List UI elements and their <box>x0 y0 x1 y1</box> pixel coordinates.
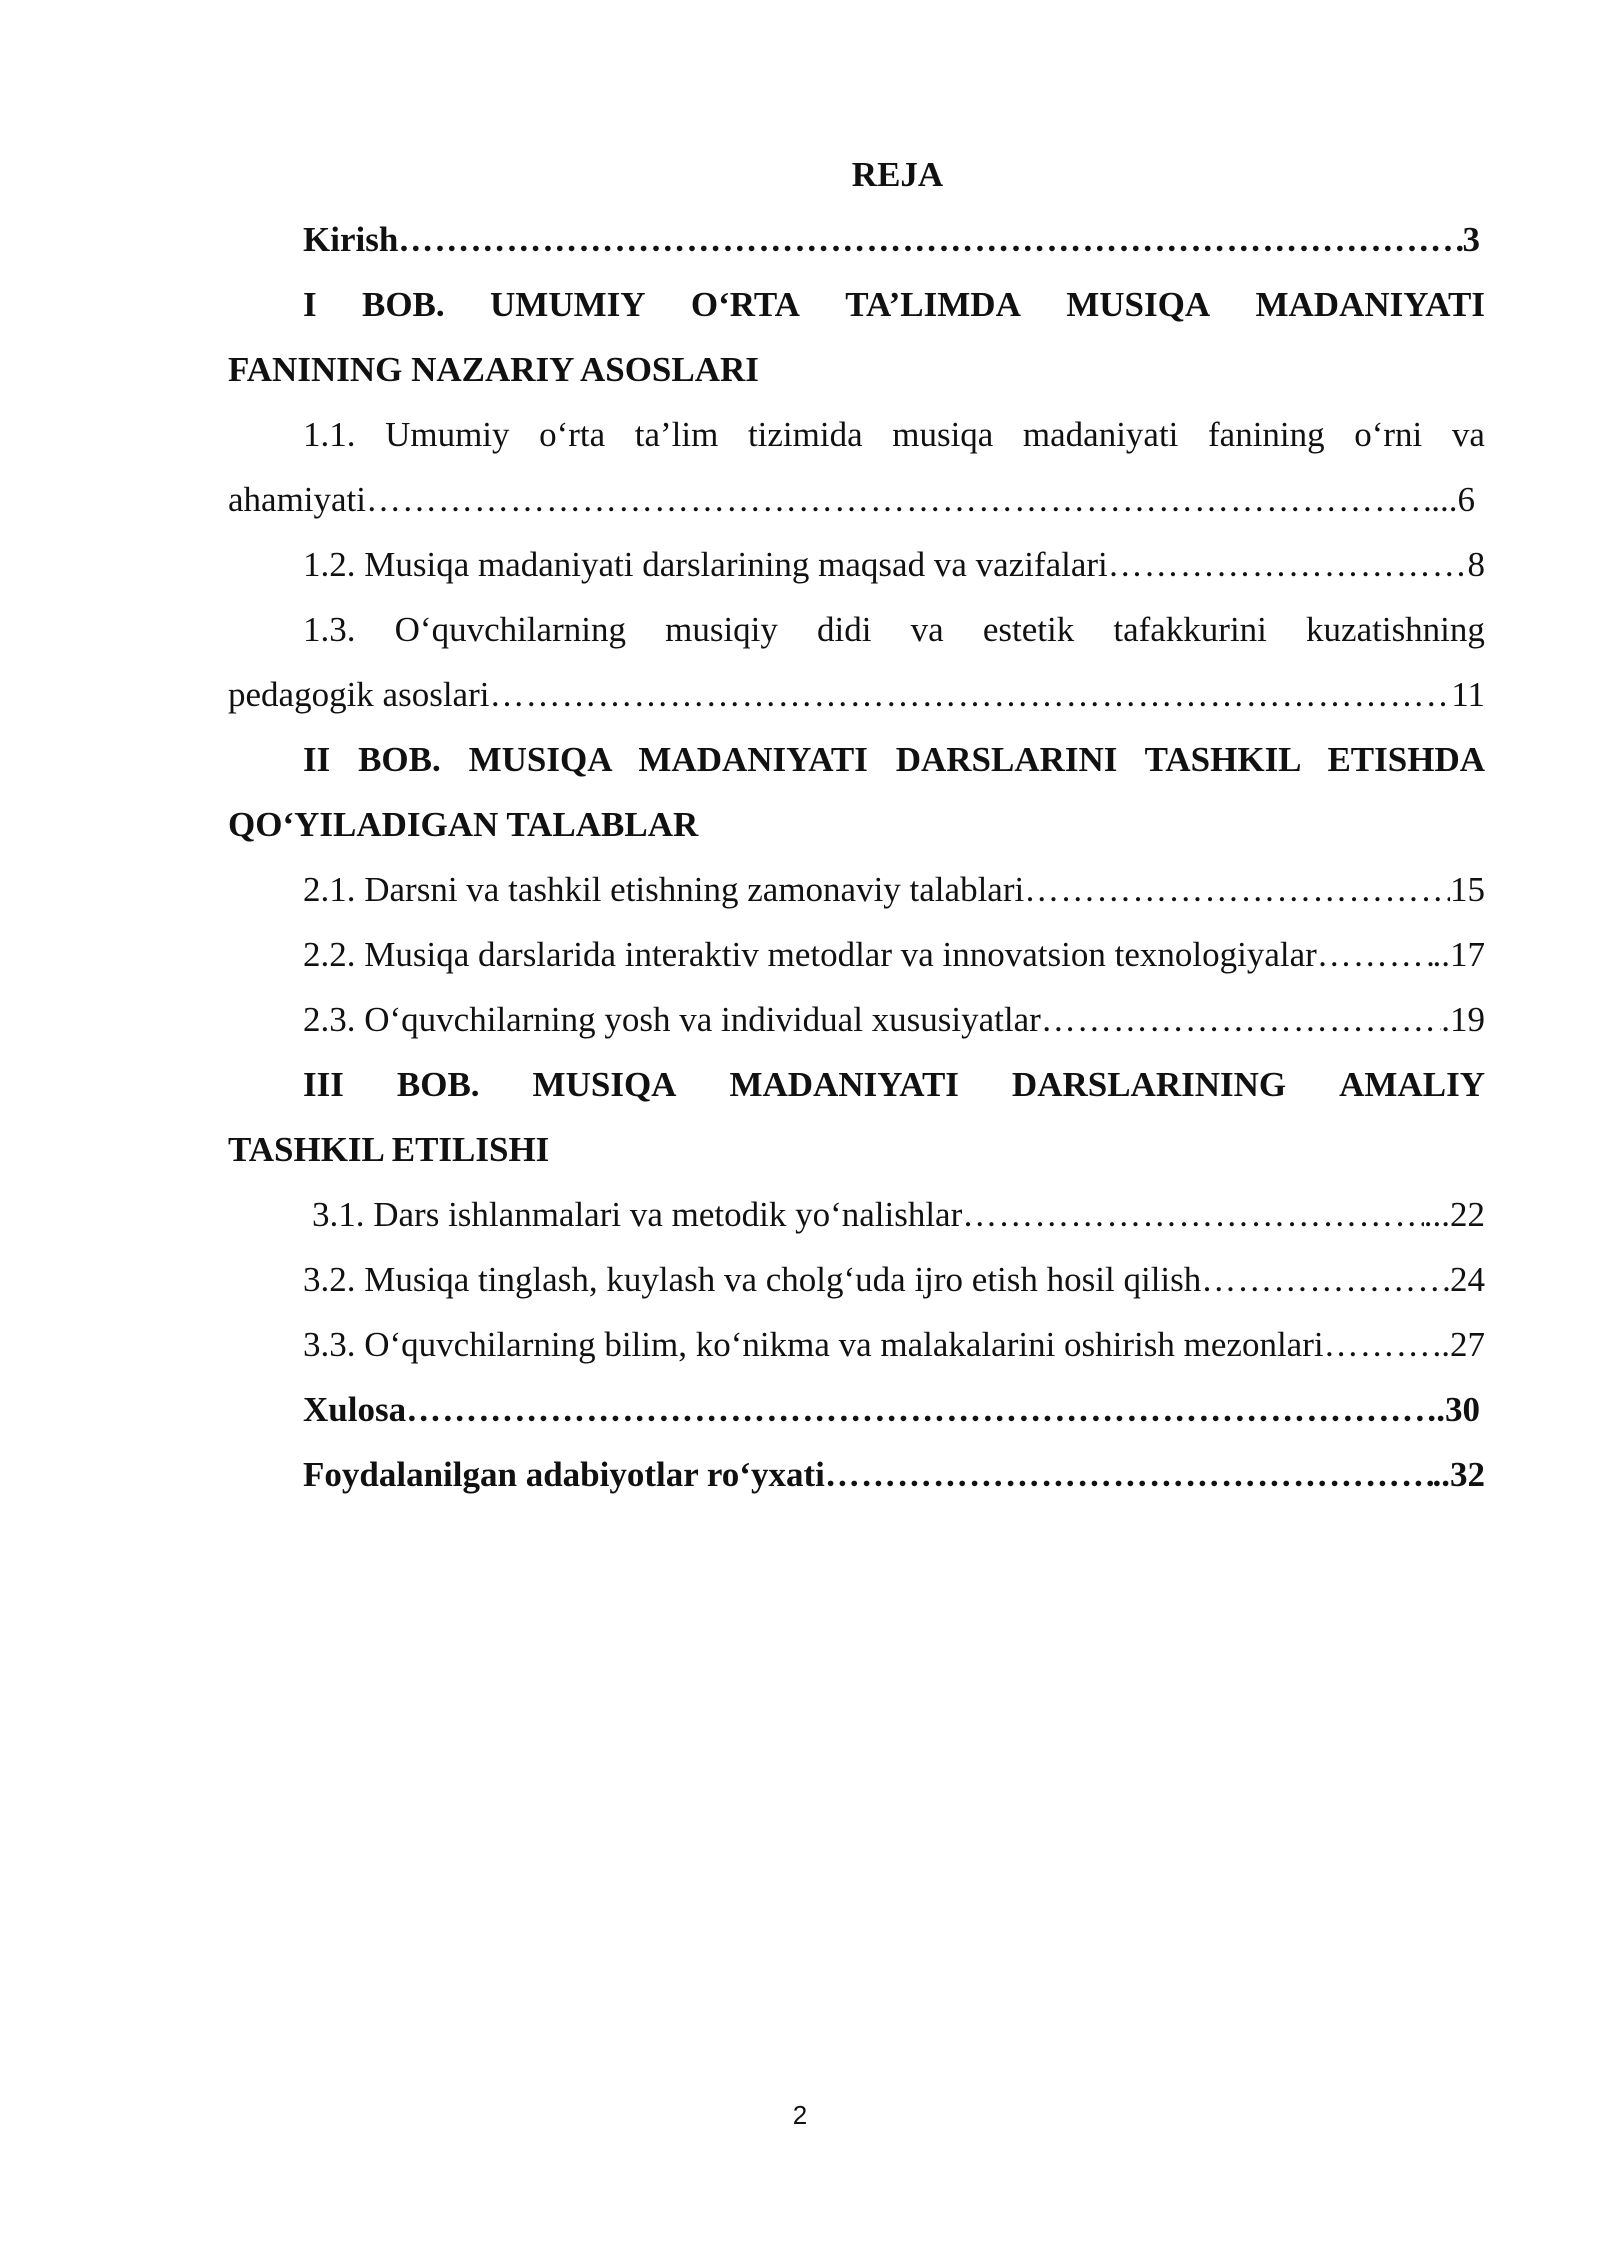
toc-entry-label: 3.2. Musiqa tinglash, kuylash va cholg‘uda ijro etish hosil qilish <box>303 1260 1202 1299</box>
toc-leader-dots <box>825 1450 1433 1500</box>
toc-entry-3-3 <box>303 1320 1485 1370</box>
entry-word: tizimida <box>747 415 863 454</box>
heading-word: O‘RTA <box>690 285 800 324</box>
chapter-2-heading-line-1: II BOB. MUSIQA MADANIYATI DARSLARINI TASHKIL ETISHDA <box>303 740 1485 779</box>
toc-entry-label: 2.3. O‘quvchilarning yosh va individual xususiyatlar <box>303 1000 1041 1039</box>
toc-entry-page: ..27 <box>1432 1325 1485 1364</box>
toc-entry-page: 3 <box>1462 220 1480 259</box>
toc-entry-1-3-line-2 <box>228 670 1485 720</box>
toc-entry-page: 6 <box>1457 480 1475 519</box>
toc-entry-3-1 <box>312 1190 1485 1240</box>
toc-entry-label: Foydalanilgan adabiyotlar ro‘yxati <box>303 1455 825 1494</box>
entry-word: didi <box>817 610 872 649</box>
toc-entry-page: 15 <box>1450 870 1485 909</box>
toc-entry-3-2 <box>303 1255 1485 1305</box>
entry-word: fanining <box>1208 415 1325 454</box>
toc-entry-adabiyotlar <box>303 1450 1485 1500</box>
toc-entry-xulosa <box>303 1385 1480 1435</box>
entry-word: tafakkurini <box>1113 610 1267 649</box>
toc-entry-page: ..17 <box>1432 935 1485 974</box>
toc-entry-page: .30 <box>1436 1390 1480 1429</box>
chapter-1-heading-line-1 <box>303 280 1485 330</box>
heading-word: UMUMIY <box>490 285 646 324</box>
toc-entry-page-dots: ... <box>1431 480 1458 519</box>
heading-word: MADANIYATI <box>729 1065 959 1104</box>
chapter-3-heading-line-1 <box>303 1060 1485 1110</box>
entry-word: madaniyati <box>1022 415 1179 454</box>
heading-word: DARSLARINING <box>1011 1065 1287 1104</box>
chapter-3-heading-line-2: TASHKIL ETILISHI <box>228 1130 550 1169</box>
toc-entry-1-3-line-1 <box>303 605 1485 655</box>
toc-leader-dots <box>1041 995 1441 1045</box>
toc-entry-label: Kirish <box>303 220 399 259</box>
entry-word: o‘rta <box>539 415 606 454</box>
toc-leader-dots <box>1108 540 1468 590</box>
heading-word: AMALIY <box>1339 1065 1485 1104</box>
entry-word: va <box>910 610 944 649</box>
chapter-2-heading-line-2: QO‘YILADIGAN TALABLAR <box>228 805 699 844</box>
toc-entry-page: .19 <box>1441 1000 1485 1039</box>
heading-word: MUSIQA <box>532 1065 677 1104</box>
entry-word: musiqa <box>892 415 994 454</box>
entry-word: 1.3. <box>303 610 356 649</box>
toc-leader-dots <box>1024 865 1450 915</box>
toc-entry-label: 3.3. O‘quvchilarning bilim, ko‘nikma va malakalarini oshirish mezonlari <box>303 1325 1324 1364</box>
heading-word: I <box>303 285 317 324</box>
entry-word: ta’lim <box>634 415 719 454</box>
toc-leader-dots <box>489 670 1451 720</box>
heading-word: BOB. <box>396 1065 480 1104</box>
toc-entry-1-1-line-2 <box>228 475 1475 525</box>
toc-entry-page: 11 <box>1451 675 1485 714</box>
heading-word: III <box>303 1065 344 1104</box>
entry-word: o‘rni <box>1354 415 1423 454</box>
toc-entry-kirish <box>303 215 1480 265</box>
toc-entry-label: 1.2. Musiqa madaniyati darslarining maqsad va vazifalari <box>303 545 1108 584</box>
toc-entry-page: 8 <box>1467 545 1485 584</box>
page-number: 2 <box>792 2100 808 2130</box>
page-title: REJA <box>851 155 944 194</box>
chapter-1-heading-line-2: FANINING NAZARIY ASOSLARI <box>228 350 759 389</box>
toc-entry-label: 3.1. Dars ishlanmalari va metodik yo‘nalishlar <box>312 1195 963 1234</box>
toc-entry-page: ...22 <box>1423 1195 1485 1234</box>
entry-word: Umumiy <box>385 415 510 454</box>
toc-entry-label: ahamiyati <box>228 480 367 519</box>
toc-leader-dots <box>1324 1320 1433 1370</box>
toc-entry-page: 24 <box>1450 1260 1485 1299</box>
entry-word: estetik <box>982 610 1075 649</box>
toc-entry-1-2 <box>303 540 1485 590</box>
heading-word: BOB. <box>361 285 445 324</box>
toc-leader-dots <box>1317 930 1433 980</box>
entry-word: 1.1. <box>303 415 356 454</box>
toc-leader-dots <box>406 1385 1436 1435</box>
toc-entry-page: ..32 <box>1432 1455 1485 1494</box>
toc-entry-2-1 <box>303 865 1485 915</box>
toc-leader-dots <box>962 1190 1423 1240</box>
toc-entry-1-1-line-1 <box>303 410 1485 460</box>
toc-leader-dots <box>366 475 1431 525</box>
entry-word: musiqiy <box>665 610 778 649</box>
toc-entry-2-2 <box>303 930 1485 980</box>
toc-entry-label: pedagogik asoslari <box>228 675 490 714</box>
entry-word: kuzatishning <box>1306 610 1485 649</box>
heading-word: MADANIYATI <box>1255 285 1485 324</box>
heading-word: MUSIQA <box>1066 285 1211 324</box>
toc-leader-dots <box>1201 1255 1450 1305</box>
toc-entry-label: 2.2. Musiqa darslarida interaktiv metodlar va innovatsion texnologiyalar <box>303 935 1317 974</box>
entry-word: va <box>1451 415 1485 454</box>
entry-word: O‘quvchilarning <box>394 610 626 649</box>
toc-entry-label: Xulosa <box>303 1390 407 1429</box>
toc-entry-label: 2.1. Darsni va tashkil etishning zamonaviy talablari <box>303 870 1025 909</box>
toc-entry-2-3 <box>303 995 1485 1045</box>
toc-leader-dots <box>398 215 1462 265</box>
heading-word: TA’LIMDA <box>845 285 1021 324</box>
